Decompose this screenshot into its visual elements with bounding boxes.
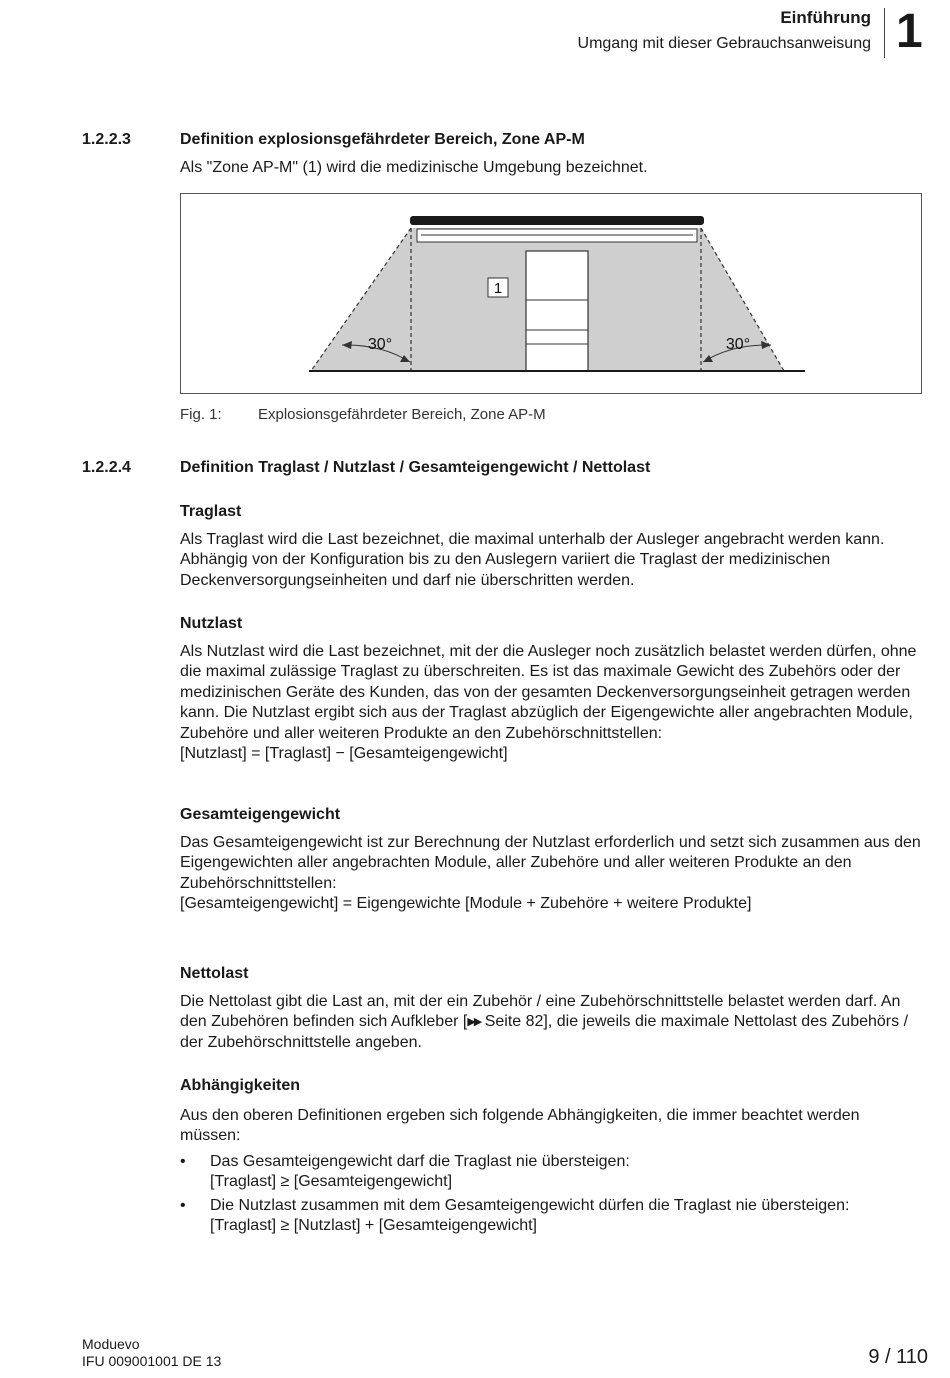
bullet-icon: • xyxy=(180,1153,186,1170)
section-intro-text xyxy=(180,158,924,178)
nutzlast-heading: Nutzlast xyxy=(180,615,243,632)
abhaengigkeiten-intro xyxy=(180,1106,924,1147)
figure-caption-text: Explosionsgefährdeter Bereich, Zone AP-M xyxy=(258,406,546,423)
traglast-text xyxy=(180,530,924,591)
forward-arrow-icon: ▶▶ xyxy=(467,1016,481,1029)
nutzlast-formula: [Nutzlast] = [Traglast] − [Gesamteigengewicht] xyxy=(180,745,508,763)
list-item-formula: [Traglast] ≥ [Nutzlast] + [Gesamteigengewicht] xyxy=(210,1217,537,1235)
zone-label: 1 xyxy=(493,280,503,297)
zone-definition-text: Als "Zone AP-M" (1) wird die medizinische Umgebung bezeichnet. xyxy=(180,159,648,176)
section-number: 1.2.2.3 xyxy=(82,131,131,148)
list-item-formula: [Traglast] ≥ [Gesamteigengewicht] xyxy=(210,1173,453,1191)
figure-caption-number: Fig. 1: xyxy=(180,406,222,423)
zone-diagram xyxy=(181,194,921,393)
list-item-text: Die Nutzlast zusammen mit dem Gesamteigengewicht dürfen die Traglast nie übersteigen: xyxy=(210,1197,850,1214)
footer-document-id: IFU 009001001 DE 13 xyxy=(82,1353,222,1369)
ceiling-bar xyxy=(410,216,704,225)
chapter-number: 1 xyxy=(896,5,923,58)
footer-product: Moduevo xyxy=(82,1336,140,1352)
angle-label-right: 30° xyxy=(725,336,751,353)
chapter-title: Einführung xyxy=(780,8,871,27)
nettolast-paragraph xyxy=(180,992,924,1053)
nutzlast-text xyxy=(180,642,924,764)
traglast-heading: Traglast xyxy=(180,503,242,520)
section-number: 1.2.2.4 xyxy=(82,459,131,476)
nettolast-text xyxy=(180,992,924,1053)
section-title: Definition explosionsgefährdeter Bereich, Zone AP-M xyxy=(180,131,585,148)
header-divider xyxy=(884,8,885,58)
page-number: 9 / 110 xyxy=(868,1346,928,1368)
nettolast-text-after: ], die jeweils die maximale Nettolast des Zubehörs / der Zubehörschnittstelle angeben. xyxy=(180,1013,909,1051)
figure-zone-ap-m xyxy=(180,193,922,394)
page-reference-link[interactable] xyxy=(467,1013,543,1030)
supply-column xyxy=(526,251,588,371)
running-section-title: Umgang mit dieser Gebrauchsanweisung xyxy=(577,35,871,52)
nettolast-heading: Nettolast xyxy=(180,965,249,982)
abhaengigkeiten-intro-text: Aus den oberen Definitionen ergeben sich folgende Abhängigkeiten, die immer beachtet werden müssen: xyxy=(180,1107,860,1145)
bullet-icon: • xyxy=(180,1197,186,1214)
gesamteigengewicht-paragraph: Das Gesamteigengewicht ist zur Berechnung der Nutzlast erforderlich und setzt sich zusammen aus den Eigengewichten aller angebrachten Module, aller Zubehöre und aller weiteren Produkte an den Zubehörschnittstellen: xyxy=(180,834,921,892)
angle-label-left: 30° xyxy=(367,336,393,353)
section-title: Definition Traglast / Nutzlast / Gesamteigengewicht / Nettolast xyxy=(180,459,651,476)
list-item xyxy=(180,1196,924,1238)
list-item-text: Das Gesamteigengewicht darf die Traglast nie übersteigen: xyxy=(210,1153,630,1170)
abhaengigkeiten-heading: Abhängigkeiten xyxy=(180,1077,301,1094)
gesamteigengewicht-formula: [Gesamteigengewicht] = Eigengewichte [Module + Zubehöre + weitere Produkte] xyxy=(180,895,752,913)
traglast-paragraph: Als Traglast wird die Last bezeichnet, die maximal unterhalb der Ausleger angebracht werden kann. Abhängig von der Konfiguration bis zu den Auslegern variiert die Traglast der medizinischen Deckenversorgungseinheiten und darf nie überschritten werden. xyxy=(180,531,885,589)
nutzlast-paragraph: Als Nutzlast wird die Last bezeichnet, mit der die Ausleger noch zusätzlich belastet werden dürfen, ohne die maximal zulässige Traglast zu überschreiten. Es ist das maximale Gewicht des Zubehörs oder der medizinischen Geräte des Kunden, das von der gesamten Deckenversorgungseinheit getragen werden kann. Die Nutzlast ergibt sich aus der Traglast abzüglich der Eigengewichte aller angebrachten Module, Zubehöre und aller weiteren Produkte an den Zubehörschnittstellen: xyxy=(180,643,917,742)
gesamteigengewicht-text xyxy=(180,833,924,915)
nettolast-text-before: Die Nettolast gibt die Last an, mit der ein Zubehör / eine Zubehörschnittstelle belastet werden darf. An den Zubehören befinden sich Aufkleber [ xyxy=(180,993,901,1031)
gesamteigengewicht-heading: Gesamteigengewicht xyxy=(180,806,341,823)
list-item xyxy=(180,1152,924,1194)
page-reference-label: Seite 82 xyxy=(484,1013,544,1031)
